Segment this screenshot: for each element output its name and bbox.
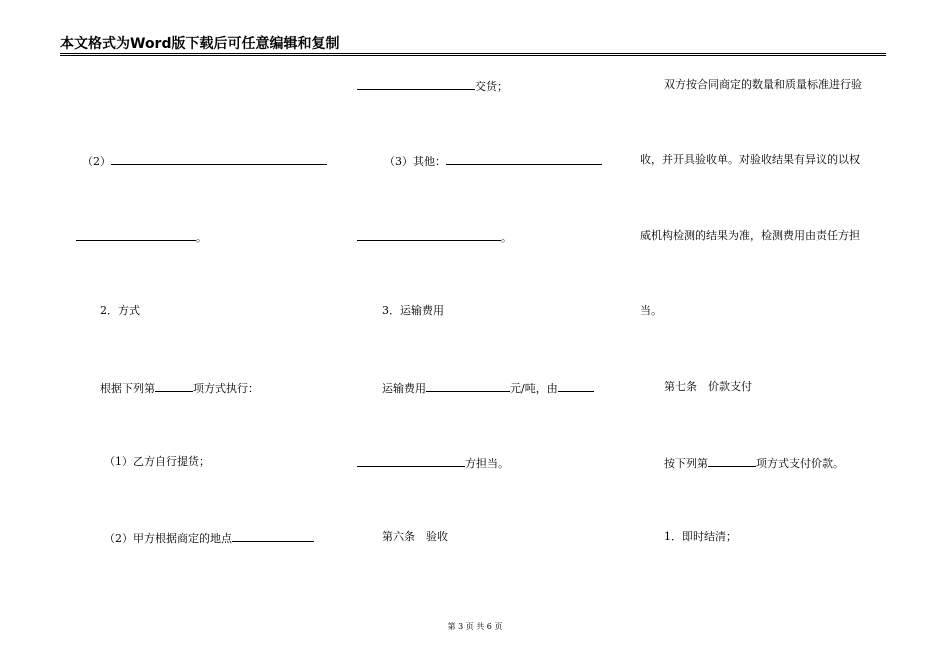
other-label: （3）其他： (384, 155, 446, 168)
blank-line (357, 229, 512, 245)
payment-method-line (664, 455, 844, 471)
delivery-line (357, 78, 508, 94)
option-2-text: （2）甲方根据商定的地点 (104, 532, 232, 545)
article-6-heading: 第六条 验收 (382, 530, 448, 543)
transport-fee-line (382, 380, 594, 396)
blank-field (426, 380, 510, 392)
pay-suffix: 项方式支付价款。 (756, 457, 844, 470)
blank-field (357, 455, 465, 467)
blank-field (446, 153, 602, 165)
period-text: 。 (501, 231, 512, 244)
item-2-label: （2） (82, 155, 111, 168)
select-prefix: 根据下列第 (100, 382, 155, 395)
header-rule-secondary (60, 55, 886, 56)
payment-option-1: 1．即时结清； (664, 530, 737, 543)
option-2-line (104, 530, 314, 546)
fee-prefix: 运输费用 (382, 382, 426, 395)
inspection-text-line-4: 当。 (640, 304, 662, 317)
blank-field (708, 455, 756, 467)
select-method-line (100, 380, 259, 396)
inspection-text-line-1: 双方按合同商定的数量和质量标准进行验 (664, 78, 862, 91)
blank-field (357, 78, 475, 90)
blank-field (76, 229, 196, 241)
fee-unit: 元/吨，由 (510, 382, 558, 395)
blank-field (155, 380, 193, 392)
transport-heading: 3．运输费用 (382, 304, 444, 317)
blank-field (357, 229, 501, 241)
blank-line (76, 229, 207, 245)
method-heading: 2．方式 (100, 304, 140, 317)
delivery-suffix: 交货； (475, 80, 508, 93)
document-header-title: 本文格式为Word版下载后可任意编辑和复制 (60, 36, 340, 52)
period-text: 。 (196, 231, 207, 244)
inspection-text-line-2: 收，并开具验收单。对验收结果有异议的以权 (640, 153, 860, 166)
item-2-line (82, 153, 327, 169)
borne-suffix: 方担当。 (465, 457, 509, 470)
header-rule (60, 53, 886, 54)
option-1-text: （1）乙方自行提货； (104, 455, 210, 468)
borne-line (357, 455, 509, 471)
inspection-text-line-3: 威机构检测的结果为准，检测费用由责任方担 (640, 229, 860, 242)
page-number-footer: 第 3 页 共 6 页 (447, 622, 503, 631)
blank-field (558, 380, 594, 392)
select-suffix: 项方式执行： (193, 382, 259, 395)
other-line (384, 153, 602, 169)
blank-field (111, 153, 327, 165)
blank-field (232, 530, 314, 542)
pay-prefix: 按下列第 (664, 457, 708, 470)
article-7-heading: 第七条 价款支付 (664, 380, 752, 393)
